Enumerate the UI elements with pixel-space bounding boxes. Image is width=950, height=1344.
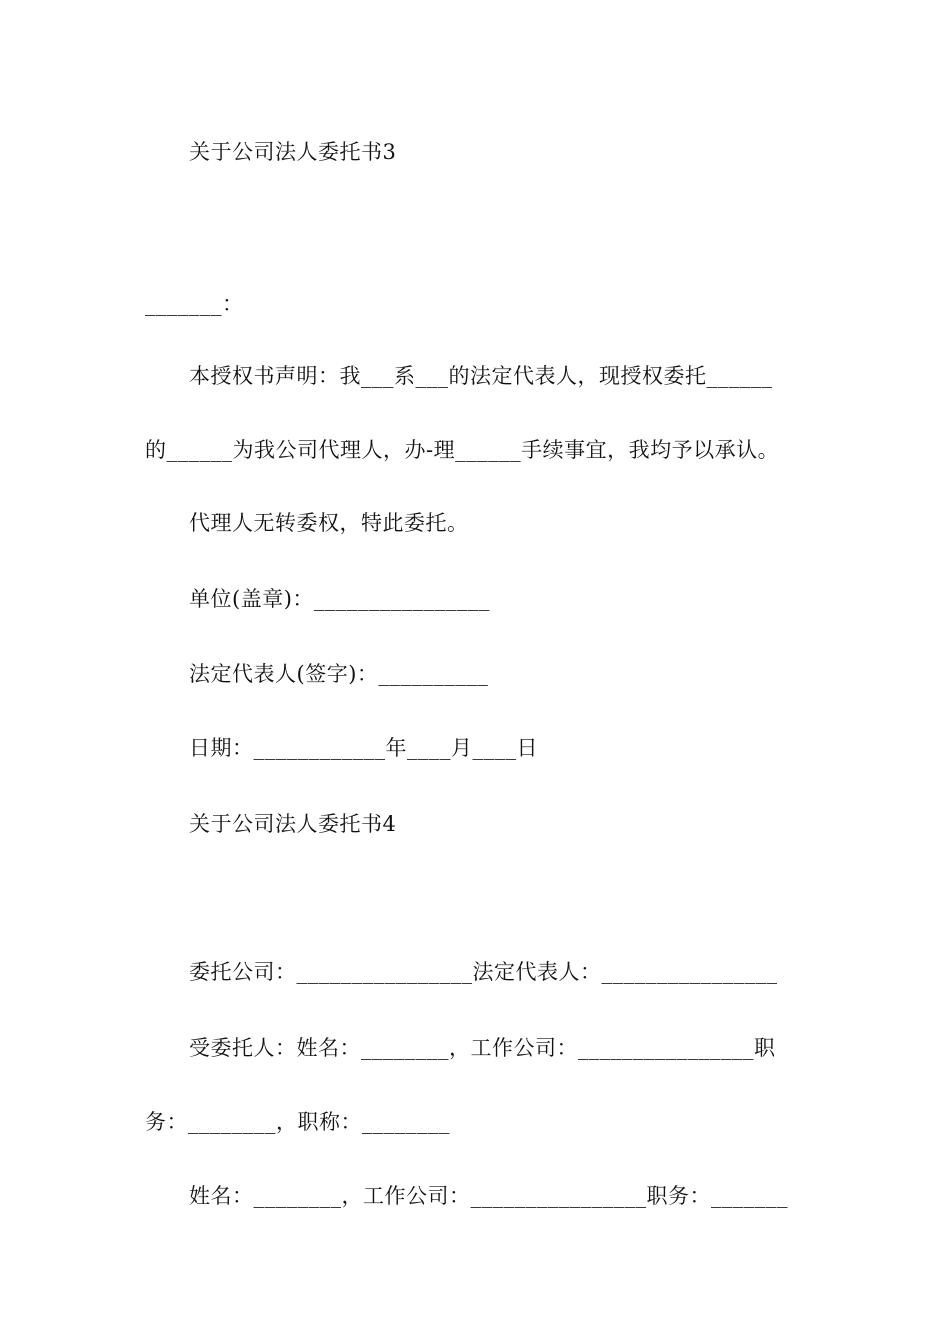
date-line: 日期：____________年____月____日	[189, 736, 538, 760]
second-trustee-line: 姓名：________，工作公司：________________职务：_______	[189, 1184, 788, 1208]
no-sub-delegation-line: 代理人无转委权，特此委托。	[189, 511, 469, 535]
addressee-line: _______：	[145, 292, 244, 316]
legal-representative-signature-line: 法定代表人(签字)：__________	[189, 662, 489, 686]
trustee-line-1: 受委托人：姓名：________，工作公司：________________职	[189, 1036, 776, 1060]
trustee-line-2: 务：________，职称：________	[145, 1110, 450, 1134]
section-title-3: 关于公司法人委托书3	[189, 140, 397, 164]
declaration-paragraph-line-1: 本授权书声明：我___系___的法定代表人，现授权委托______	[189, 364, 773, 388]
unit-seal-line: 单位(盖章)：________________	[189, 587, 490, 611]
entrusting-company-line: 委托公司：________________法定代表人：________________	[189, 960, 778, 984]
section-title-4: 关于公司法人委托书4	[189, 812, 397, 836]
declaration-paragraph-line-2: 的______为我公司代理人，办-理______手续事宜，我均予以承认。	[145, 438, 780, 462]
